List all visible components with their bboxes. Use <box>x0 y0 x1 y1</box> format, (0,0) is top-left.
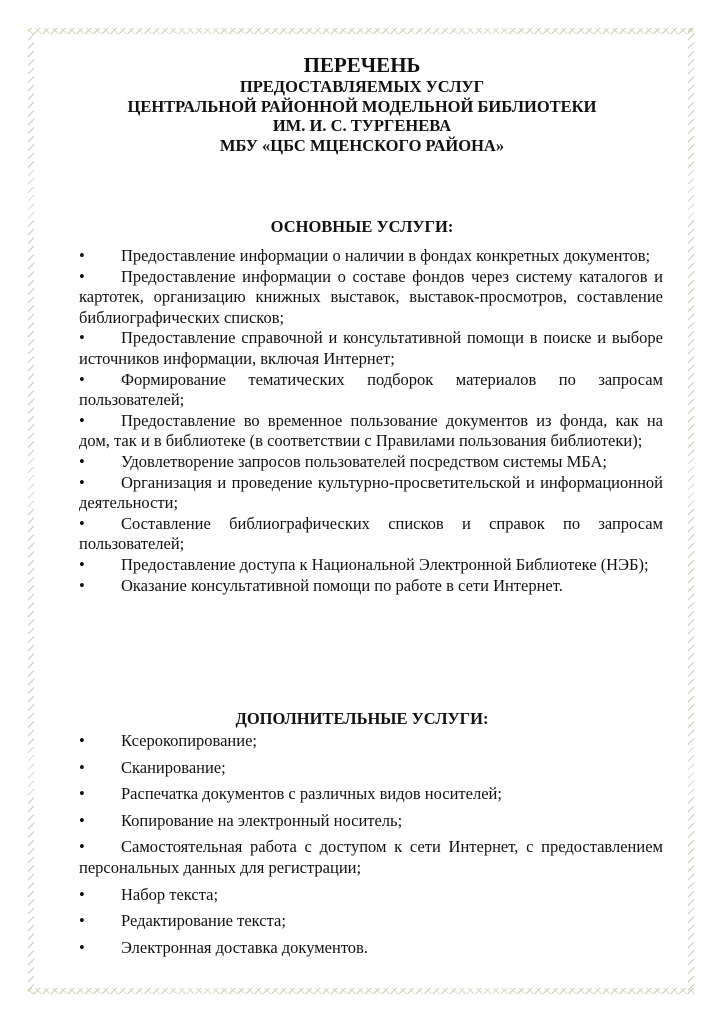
title-line: МБУ «ЦБС МЦЕНСКОГО РАЙОНА» <box>219 135 505 155</box>
list-item <box>79 836 663 878</box>
list-item <box>79 246 663 267</box>
list-item-text: Предоставление информации о составе фондов через систему каталогов и картотек, организацию книжных выставок, выставок-просмотров, составление библиографических списков; <box>79 266 663 327</box>
list-item <box>79 328 663 369</box>
additional-services-heading: ДОПОЛНИТЕЛЬНЫЕ УСЛУГИ: <box>235 709 489 728</box>
title-line: ИМ. И. С. ТУРГЕНЕВА <box>272 116 452 135</box>
bullet-icon: • <box>79 369 85 389</box>
list-item <box>79 267 663 329</box>
bullet-icon: • <box>79 884 85 904</box>
main-services-list <box>79 246 663 596</box>
bullet-icon: • <box>79 472 85 492</box>
bullet-icon: • <box>79 810 85 830</box>
title-line: ЦЕНТРАЛЬНОЙ РАЙОННОЙ МОДЕЛЬНОЙ БИБЛИОТЕКИ <box>127 96 597 116</box>
list-item-text: Предоставление информации о наличии в фондах конкретных документов; <box>121 246 651 265</box>
list-item <box>79 370 663 411</box>
border-right <box>688 28 694 994</box>
list-item-text: Самостоятельная работа с доступом к сети Интернет, с предоставлением персональных данных для регистрации; <box>79 837 663 877</box>
bullet-icon: • <box>79 328 85 348</box>
list-item <box>79 411 663 452</box>
bullet-icon: • <box>79 451 85 471</box>
border-bottom <box>28 988 694 994</box>
list-item <box>79 783 663 804</box>
title-main: ПЕРЕЧЕНЬ <box>303 53 421 77</box>
bullet-icon: • <box>79 784 85 803</box>
list-item <box>79 514 663 555</box>
bullet-icon: • <box>79 731 85 750</box>
list-item <box>79 937 663 958</box>
title-line: ПРЕДОСТАВЛЯЕМЫХ УСЛУГ <box>239 77 485 96</box>
list-item-text: Сканирование; <box>121 757 226 777</box>
list-item <box>79 576 663 597</box>
bullet-icon: • <box>79 911 85 930</box>
list-item-text: Распечатка документов с различных видов носителей; <box>121 784 502 803</box>
list-item-text: Предоставление справочной и консультативной помощи в поиске и выборе источников информации, включая Интернет; <box>79 328 663 368</box>
bullet-icon: • <box>79 266 85 286</box>
bullet-icon: • <box>79 837 85 856</box>
list-item-text: Предоставление доступа к Национальной Электронной Библиотеке (НЭБ); <box>121 554 649 574</box>
list-item <box>79 555 663 576</box>
bullet-icon: • <box>79 757 85 777</box>
list-item-text: Электронная доставка документов. <box>121 937 368 957</box>
list-item <box>79 884 663 905</box>
list-item-text: Составление библиографических списков и справок по запросам пользователей; <box>79 513 663 554</box>
additional-services-list <box>79 730 663 963</box>
list-item <box>79 452 663 473</box>
list-item-text: Ксерокопирование; <box>121 731 257 750</box>
bullet-icon: • <box>79 575 85 595</box>
main-services-heading: ОСНОВНЫЕ УСЛУГИ: <box>270 217 454 236</box>
list-item-text: Редактирование текста; <box>121 911 286 930</box>
list-item-text: Набор текста; <box>121 884 219 904</box>
border-left <box>28 28 34 994</box>
list-item-text: Удовлетворение запросов пользователей посредством системы МБА; <box>121 451 608 471</box>
bullet-icon: • <box>79 246 85 265</box>
list-item-text: Организация и проведение культурно-просветительской и информационной деятельности; <box>79 472 663 513</box>
bullet-icon: • <box>79 513 85 533</box>
list-item <box>79 757 663 778</box>
bullet-icon: • <box>79 937 85 957</box>
document-title <box>60 54 664 155</box>
list-item <box>79 473 663 514</box>
list-item-text: Предоставление во временное пользование документов из фонда, как на дом, так и в библиотеке (в соответствии с Правилами пользования библиотеки); <box>79 410 663 451</box>
bullet-icon: • <box>79 554 85 574</box>
border-top <box>28 28 694 34</box>
bullet-icon: • <box>79 410 85 430</box>
list-item-text: Формирование тематических подборок материалов по запросам пользователей; <box>79 369 663 410</box>
list-item <box>79 810 663 831</box>
list-item-text: Копирование на электронный носитель; <box>121 810 403 830</box>
list-item <box>79 910 663 931</box>
list-item <box>79 730 663 751</box>
list-item-text: Оказание консультативной помощи по работе в сети Интернет. <box>121 575 563 595</box>
